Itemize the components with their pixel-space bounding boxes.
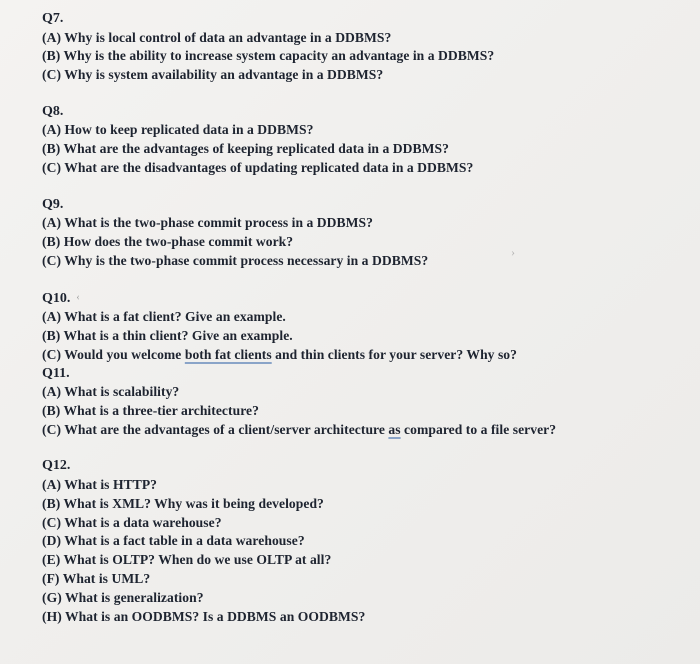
question-item: (C) What are the disadvantages of updating replicated data in a DDBMS? — [42, 159, 474, 175]
underlined-phrase: as — [388, 421, 401, 437]
question-item: (C) Why is system availability an advantage in a DDBMS? — [42, 67, 384, 83]
question-item-text: (C) Would you welcome — [42, 346, 185, 362]
question-title: Q7. — [42, 11, 64, 26]
question-item: (A) What is a fat client? Give an example. — [42, 309, 286, 325]
question-item: (G) What is generalization? — [42, 589, 204, 605]
question-item: (C) What is a data warehouse? — [42, 514, 222, 530]
question-item: (E) What is OLTP? When do we use OLTP at all? — [42, 552, 332, 568]
question-title: Q11. — [42, 365, 70, 381]
question-item: (A) What is scalability? — [42, 384, 180, 400]
question-q8 — [42, 103, 692, 178]
question-item: (B) What are the advantages of keeping replicated data in a DDBMS? — [42, 141, 449, 157]
question-item-text: compared to a file server? — [400, 421, 557, 437]
question-item: (C) Why is the two-phase commit process necessary in a DDBMS? — [42, 252, 429, 268]
question-item: (H) What is an OODBMS? Is a DDBMS an OODBMS? — [42, 608, 366, 624]
question-item: (B) What is a thin client? Give an example. — [42, 327, 293, 343]
question-q7 — [42, 10, 692, 85]
question-q10 — [42, 289, 692, 365]
question-item-text: (C) What are the advantages of a client/server architecture — [42, 421, 389, 437]
question-title: Q10. — [42, 290, 71, 306]
question-sheet — [42, 10, 692, 626]
question-title: Q12. — [42, 458, 71, 474]
question-item — [42, 421, 692, 440]
question-q11 — [42, 365, 692, 440]
question-q12 — [42, 457, 692, 626]
question-item-text: and thin clients for your server? Why so? — [271, 346, 518, 362]
stray-mark-icon: › — [511, 245, 515, 259]
question-item: (D) What is a fact table in a data warehouse? — [42, 533, 305, 549]
question-item — [42, 346, 692, 365]
question-item: (B) What is a three-tier architecture? — [42, 402, 259, 418]
question-item: (A) How to keep replicated data in a DDBMS? — [42, 122, 314, 138]
question-title: Q8. — [42, 103, 64, 119]
question-q9 — [42, 196, 692, 271]
question-item: (A) What is HTTP? — [42, 476, 158, 492]
pen-mark-icon: ‹ — [76, 291, 80, 303]
question-item: (B) How does the two-phase commit work? — [42, 234, 294, 250]
question-title-row — [42, 289, 692, 309]
question-item: (A) What is the two-phase commit process in a DDBMS? — [42, 215, 373, 231]
question-item: (A) Why is local control of data an advantage in a DDBMS? — [42, 29, 392, 45]
question-item: (B) Why is the ability to increase system capacity an advantage in a DDBMS? — [42, 48, 495, 64]
underlined-phrase: both fat clients — [184, 346, 272, 362]
question-item: (B) What is XML? Why was it being developed? — [42, 495, 324, 511]
question-item: (F) What is UML? — [42, 570, 151, 586]
question-title: Q9. — [42, 196, 64, 212]
